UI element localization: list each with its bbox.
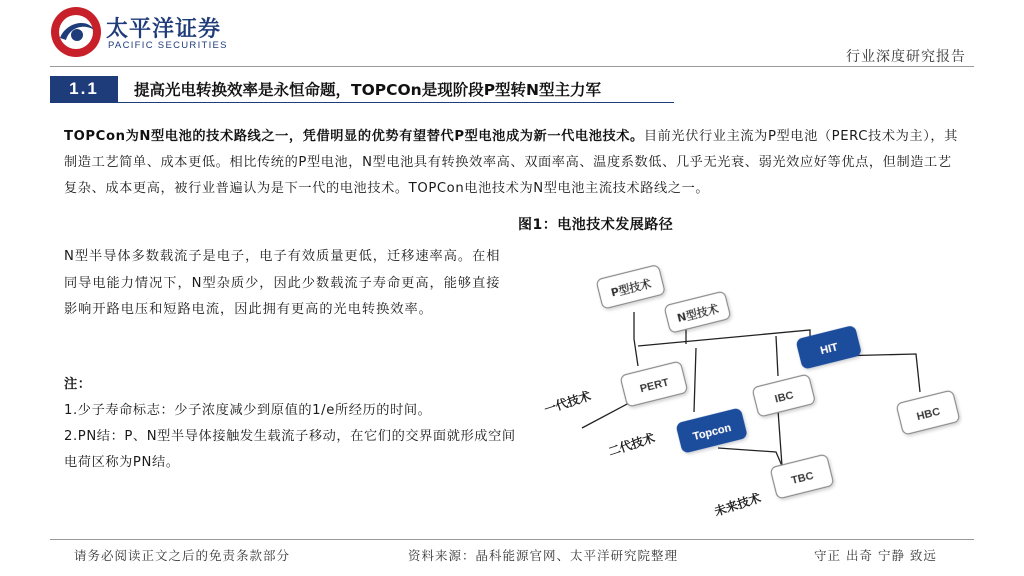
connector-line [638, 330, 810, 346]
node-label: IBC [773, 389, 795, 406]
figure-title: 图1：电池技术发展路径 [518, 217, 674, 233]
node-label: Topcon [691, 421, 733, 444]
node-label: HBC [915, 405, 942, 424]
footer-source: 资料来源：晶科能源官网、太平洋研究院整理 [408, 548, 679, 563]
node-label: HIT [819, 341, 840, 358]
node-ibc [752, 374, 816, 417]
logo-english-name: PACIFIC SECURITIES [108, 40, 228, 51]
node-label: P型技术 [609, 276, 653, 300]
node-n-type [664, 291, 731, 333]
section-number: 1.1 [50, 76, 118, 102]
logo-chinese-name: 太平洋证券 [106, 17, 222, 42]
connector-line [836, 354, 920, 392]
node-label: N型技术 [675, 302, 720, 325]
connector-line [718, 448, 782, 466]
footer-divider [50, 539, 974, 540]
intro-body-text: 目前光伏行业主流为P型电池（PERC技术为主），其制造工艺简单、成本更低。相比传统的P型电池，N型电池具有转换效率高、双面率高、温度系数低、几乎无光衰、弱光效应好等优点，但制造工艺复杂、成本更高，被行业普遍认为是下一代的电池技术。TOPCon电池技术为N型电池主流技术路线之一。 [64, 129, 958, 196]
notes-label: 注： [64, 377, 92, 392]
battery-tech-roadmap-diagram [526, 244, 966, 534]
gen1-label: 一代技术 [542, 388, 593, 417]
connector-line [776, 336, 778, 376]
node-hbc [896, 390, 960, 435]
note-item: 2.PN结：P、N型半导体接触发生载流子移动，在它们的交界面就形成空间电荷区称为PN结。 [64, 429, 516, 470]
node-topcon [676, 408, 747, 453]
notes-block [64, 372, 524, 476]
company-logo [48, 4, 228, 60]
footer-disclaimer: 请务必阅读正文之后的免责条款部分 [74, 548, 291, 563]
intro-paragraph [64, 124, 964, 202]
section-underline [50, 102, 674, 103]
node-label: PERT [638, 376, 671, 396]
footer-motto: 守正 出奇 宁静 致远 [814, 548, 937, 563]
gen2-label: 二代技术 [606, 430, 657, 459]
connector-line [694, 348, 696, 412]
note-item: 1.少子寿命标志：少子浓度减少到原值的1/e所经历的时间。 [64, 403, 432, 418]
section-title: 提高光电转换效率是永恒命题，TOPCOn是现阶段P型转N型主力军 [134, 81, 602, 99]
intro-bold-sentence: TOPCon为N型电池的技术路线之一，凭借明显的优势有望替代P型电池成为新一代电池技术。 [64, 129, 644, 144]
node-p-type [596, 265, 665, 310]
header-divider [50, 66, 974, 67]
node-hit [796, 325, 861, 369]
n-type-explanation: N型半导体多数载流子是电子，电子有效质量更低，迁移速率高。在相同导电能力情况下，N型杂质少，因此少数载流子寿命更高，能够直接影响开路电压和短路电流，因此拥有更高的光电转换效率。 [64, 249, 501, 317]
node-label: TBC [790, 469, 815, 488]
connector-line [634, 312, 638, 366]
node-pert [620, 361, 688, 407]
logo-emblem-icon [48, 4, 104, 60]
report-type-label: 行业深度研究报告 [846, 49, 966, 65]
future-label: 未来技术 [712, 490, 763, 519]
